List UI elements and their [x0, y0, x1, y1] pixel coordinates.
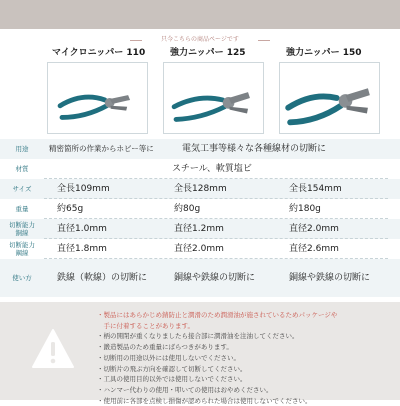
- caution-item: 手に付着することがあります。: [97, 321, 194, 330]
- row-divider: [44, 238, 388, 239]
- weight-110: 約65g: [57, 204, 84, 214]
- product-name-125: 強力ニッパー 125: [170, 48, 246, 58]
- usage-merged: 電気工事等様々な各種線材の切断に: [182, 144, 327, 154]
- notice-text: 只今こちらの商品ページです: [161, 36, 239, 43]
- size-125: 全長128mm: [174, 184, 227, 194]
- row-label-material: 材質: [15, 165, 29, 173]
- row-cut-copper: [0, 219, 400, 239]
- row-divider: [44, 198, 388, 199]
- row-label-usage: 用途: [15, 145, 29, 153]
- caution-item: ・使用前に各部を点検し損傷が認められた場合は使用しないでください。: [97, 396, 312, 405]
- row-label-use: 使い方: [12, 274, 32, 282]
- caution-item: ・ハンマー代わりの使用・叩いての使用はおやめください。: [97, 385, 273, 394]
- row-divider: [44, 178, 388, 179]
- row-label-iron: 切断能力 鋼線: [9, 241, 35, 257]
- row-label-size: サイズ: [12, 185, 32, 193]
- usage-110: 精密箇所の作業からホビー等に: [49, 144, 154, 153]
- row-label-weight: 重量: [15, 205, 29, 213]
- iron-125: 直径2.0mm: [174, 244, 224, 254]
- caution-item: ・工具の使用目的以外では使用しないでください。: [97, 375, 247, 384]
- caution-item: ・切断用の用途以外には使用しないでください。: [97, 353, 240, 362]
- use-150: 銅線や鉄線の切断に: [289, 273, 371, 283]
- notice-left-rule: [130, 40, 142, 41]
- caution-list: [97, 310, 397, 406]
- caution-item: ・製品にはあらかじめ錆防止と潤滑のため潤滑油が施されているためパッケージや: [97, 311, 338, 319]
- nipper-150-photo: [279, 62, 380, 134]
- weight-125: 約80g: [174, 204, 201, 214]
- size-150: 全長154mm: [289, 184, 342, 194]
- nipper-110-photo: [47, 62, 148, 134]
- row-size: [0, 179, 400, 199]
- warning-triangle-icon: [30, 326, 76, 372]
- nipper-125-photo: [163, 62, 264, 134]
- row-divider: [44, 258, 388, 259]
- row-cut-iron: [0, 239, 400, 259]
- row-use: [0, 259, 400, 297]
- row-usage: [0, 139, 400, 159]
- row-material: [0, 159, 400, 179]
- iron-150: 直径2.6mm: [289, 244, 339, 254]
- row-label-copper: 切断能力 銅線: [9, 221, 35, 237]
- caution-item: ・切断片の飛ぶ方向を確認して切断してください。: [97, 364, 247, 373]
- caution-box: [0, 302, 400, 405]
- weight-150: 約180g: [289, 204, 321, 214]
- copper-150: 直径2.0mm: [289, 224, 339, 234]
- row-divider: [44, 218, 388, 219]
- notice-right-rule: [258, 40, 270, 41]
- material-merged: スチール、軟質塩ビ: [172, 164, 252, 174]
- product-name-150: 強力ニッパー 150: [286, 48, 362, 58]
- use-125: 銅線や鉄線の切断に: [174, 273, 256, 283]
- caution-item: ・鍛造製品のため重量にばらつきがあります。: [97, 343, 233, 352]
- current-page-notice: [130, 35, 270, 45]
- caution-item: ・柄の開閉が重くなりましたら接合部に潤滑油を注油してください。: [97, 332, 299, 341]
- title-bar: [0, 0, 400, 29]
- copper-110: 直径1.0mm: [57, 224, 107, 234]
- copper-125: 直径1.2mm: [174, 224, 224, 234]
- use-110: 鉄線（軟線）の切断に: [57, 273, 148, 283]
- iron-110: 直径1.8mm: [57, 244, 107, 254]
- product-name-110: マイクロニッパー 110: [52, 48, 146, 58]
- row-weight: [0, 199, 400, 219]
- size-110: 全長109mm: [57, 184, 110, 194]
